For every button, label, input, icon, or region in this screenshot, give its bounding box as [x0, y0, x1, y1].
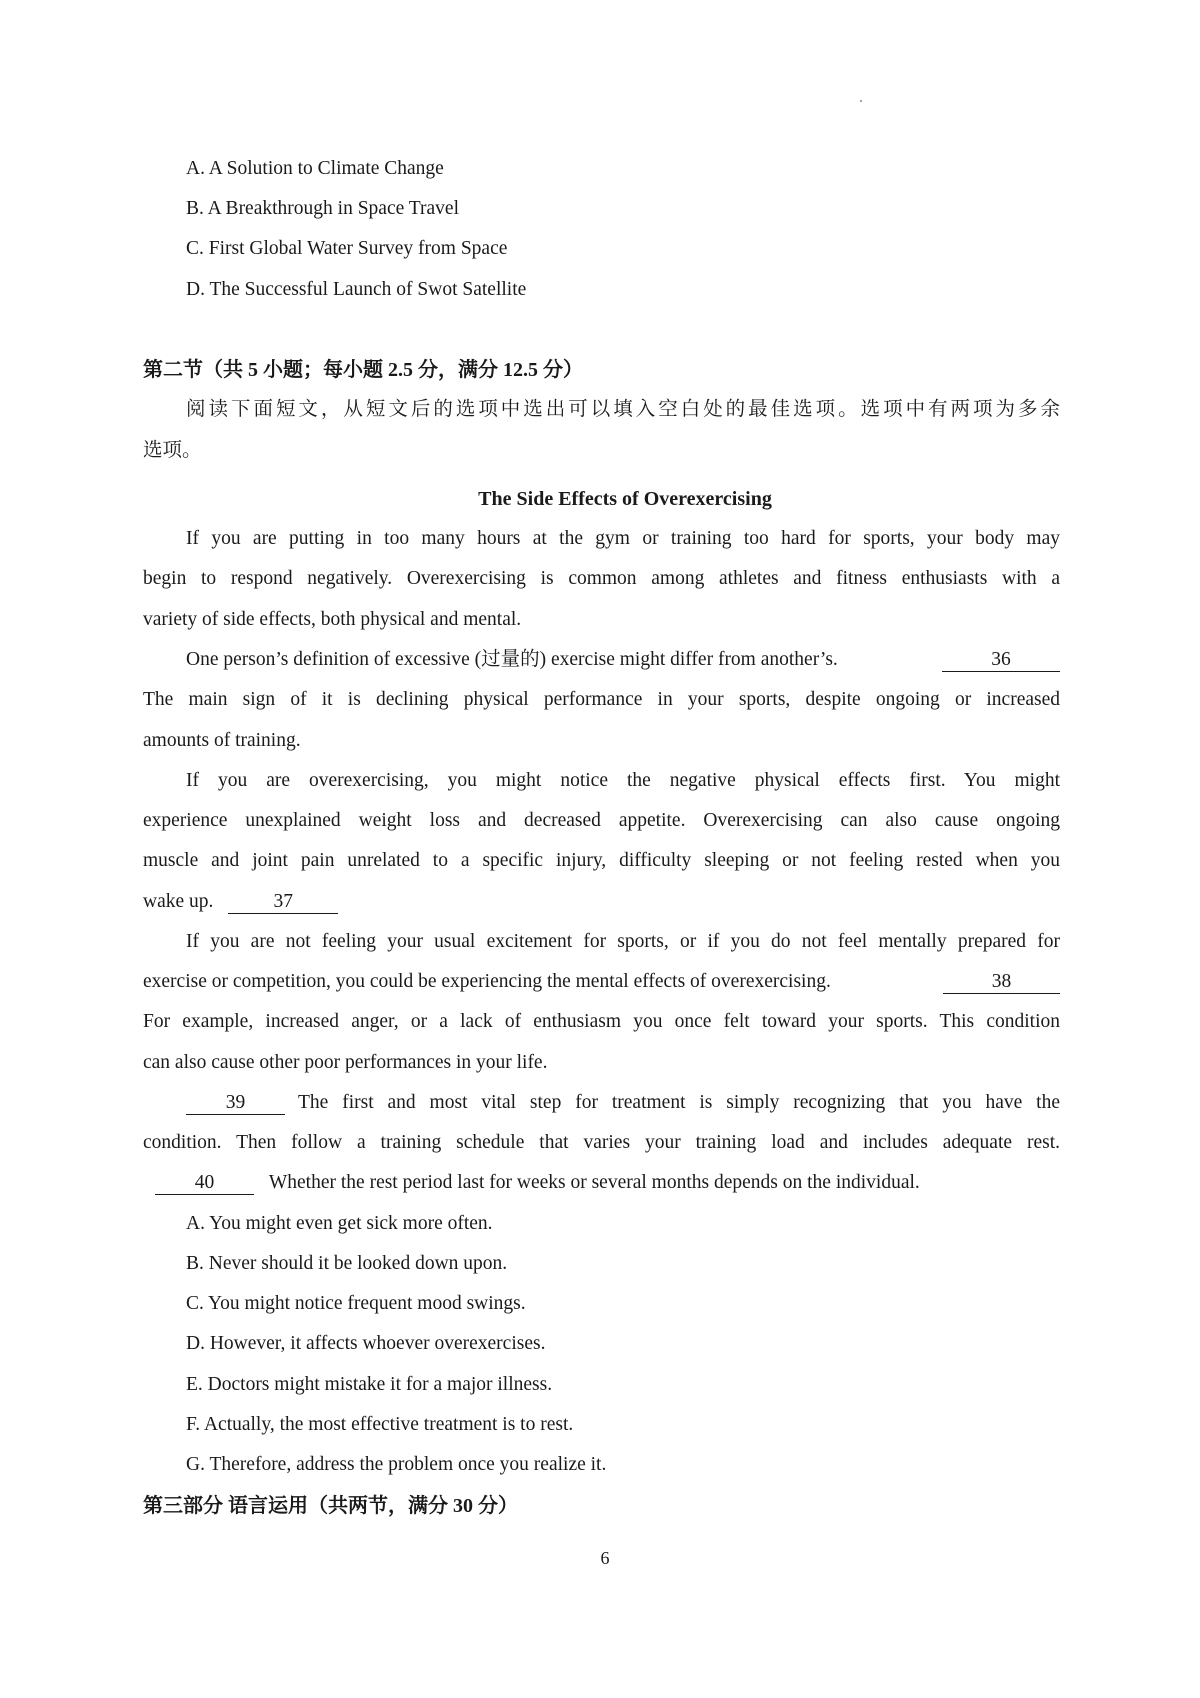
scan-speck — [860, 100, 862, 102]
blank-38-number: 38 — [943, 971, 1060, 994]
p4-line3: For example, increased anger, or a lack of enthusiasm you once felt toward your sports. This condition — [143, 1011, 1060, 1032]
p3-line1: If you are overexercising, you might notice the negative physical effects first. You might — [186, 770, 1060, 791]
p3-line4 — [143, 888, 338, 916]
page-number: 6 — [600, 1548, 610, 1568]
answer-option-b: B. Never should it be looked down upon. — [186, 1253, 508, 1274]
section2-instruction-line2: 选项。 — [143, 440, 202, 461]
p2-line2: The main sign of it is declining physical performance in your sports, despite ongoing or increased — [143, 689, 1060, 710]
p3-line4-text: wake up. — [143, 891, 214, 912]
answer-option-a: A. You might even get sick more often. — [186, 1213, 493, 1234]
p5-line1: The first and most vital step for treatment is simply recognizing that you have the — [298, 1092, 1060, 1113]
p2-line3: amounts of training. — [143, 730, 301, 751]
p4-line2 — [143, 968, 831, 996]
p5-line3-text: Whether the rest period last for weeks or several months depends on the individual. — [268, 1172, 920, 1193]
blank-39-number: 39 — [186, 1092, 285, 1115]
p3-line2: experience unexplained weight loss and decreased appetite. Overexercising can also cause ongoing — [143, 810, 1060, 831]
prev-option-d: D. The Successful Launch of Swot Satellite — [186, 279, 527, 300]
blank-38 — [943, 968, 1060, 996]
blank-37-number: 37 — [228, 891, 338, 914]
answer-option-c: C. You might notice frequent mood swings. — [186, 1293, 526, 1314]
p2-line1-text: One person’s definition of excessive (过量的) exercise might differ from another’s. — [186, 649, 838, 670]
p5-line2: condition. Then follow a training schedule that varies your training load and includes adequate rest. — [143, 1132, 1060, 1153]
p3-line3: muscle and joint pain unrelated to a specific injury, difficulty sleeping or not feeling rested when you — [143, 850, 1060, 871]
prev-option-c: C. First Global Water Survey from Space — [186, 238, 508, 259]
p5-line3 — [155, 1169, 920, 1197]
answer-option-e: E. Doctors might mistake it for a major illness. — [186, 1374, 553, 1395]
p1-line3: variety of side effects, both physical and mental. — [143, 609, 522, 630]
blank-36-number: 36 — [942, 649, 1060, 672]
answer-option-d: D. However, it affects whoever overexercises. — [186, 1333, 546, 1354]
blank-39 — [186, 1089, 285, 1117]
answer-option-g: G. Therefore, address the problem once you realize it. — [186, 1454, 607, 1475]
p4-line4: can also cause other poor performances in your life. — [143, 1052, 548, 1073]
p4-line2-text: exercise or competition, you could be experiencing the mental effects of overexercising. — [143, 971, 831, 992]
prev-option-b: B. A Breakthrough in Space Travel — [186, 198, 459, 219]
part3-heading: 第三部分 语言运用（共两节，满分 30 分） — [143, 1495, 518, 1517]
p4-line1: If you are not feeling your usual excitement for sports, or if you do not feel mentally prepared for — [186, 931, 1060, 952]
p1-line2: begin to respond negatively. Overexercising is common among athletes and fitness enthusiasts with a — [143, 568, 1060, 589]
passage-title: The Side Effects of Overexercising — [478, 488, 772, 510]
section2-heading: 第二节（共 5 小题；每小题 2.5 分，满分 12.5 分） — [143, 359, 583, 381]
blank-40-number: 40 — [155, 1172, 254, 1195]
prev-option-a: A. A Solution to Climate Change — [186, 158, 444, 179]
answer-option-f: F. Actually, the most effective treatment is to rest. — [186, 1414, 574, 1435]
p1-line1: If you are putting in too many hours at the gym or training too hard for sports, your body may — [186, 528, 1060, 549]
blank-36 — [942, 646, 1060, 674]
section2-instruction-line1: 阅读下面短文，从短文后的选项中选出可以填入空白处的最佳选项。选项中有两项为多余 — [186, 399, 1060, 420]
p2-line1 — [186, 646, 838, 674]
